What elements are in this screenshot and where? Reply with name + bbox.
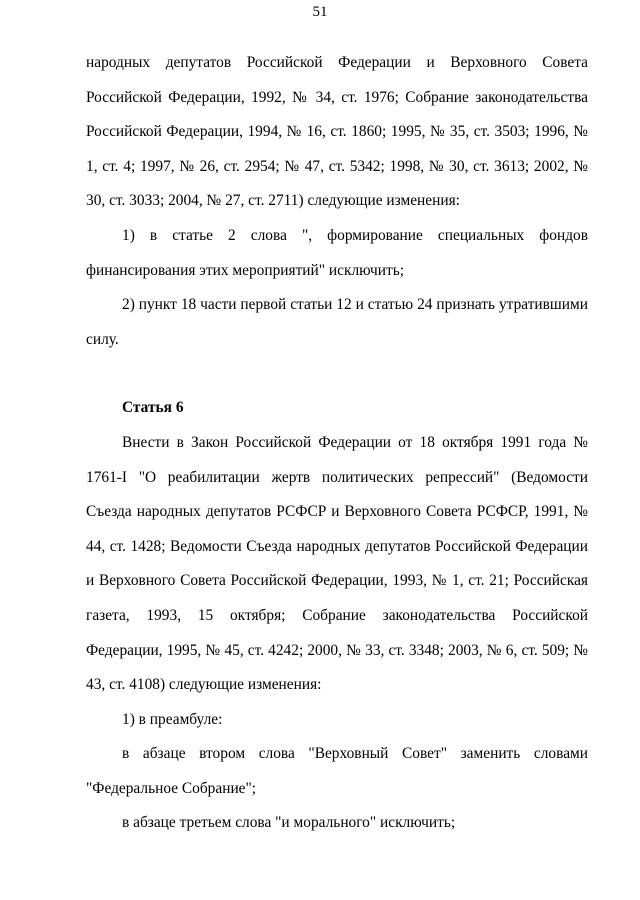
paragraph-second-abzac: в абзаце втором слова "Верховный Совет" заменить словами "Федеральное Собрание"; [86,745,588,797]
paragraph-item-1: 1) в статье 2 слова ", формирование специальных фондов финансирования этих мероприятий" исключить; [86,226,588,279]
paragraph-article-6-intro: Внести в Закон Российской Федерации от 18 октября 1991 года № 1761-I "О реабилитации жертв политических репрессий" (Ведомости Съезда народных депутатов РСФСР и Верховного Совета РСФСР, 1991, № 44, ст. 1428; Ведомости Съезда народных депутатов Российской Федерации и Верховного Совета Российской Федерации, 1993, № 1, ст. 21; Российская газета, 1993, 15 октября; Собрание законодательства Российской Федерации, 1995, № 45, ст. 4242; 2000, № 33, ст. 3348; 2003, № 6, ст. 509; № 43, ст. 4108) следующие изменения: [86,433,588,694]
paragraph-continued-citation: народных депутатов Российской Федерации и Верховного Совета Российской Федерации, 1992, № 34, ст. 1976; Собрание законодательства Российской Федерации, 1994, № 16, ст. 1860; 1995, № 35, ст. 3503; 1996, № 1, ст. 4; 1997, № 26, ст. 2954; № 47, ст. 5342; 1998, № 30, ст. 3613; 2002, № 30, ст. 3033; 2004, № 27, ст. 2711) следующие изменения: [86,54,588,210]
document-body [86,46,588,841]
page-number: 51 [312,4,328,20]
paragraph-preamble-item: 1) в преамбуле: [122,710,223,728]
paragraph-third-abzac: в абзаце третьем слова "и морального" исключить; [122,814,456,832]
paragraph-item-2: 2) пункт 18 части первой статьи 12 и статью 24 признать утратившими силу. [86,296,588,348]
article-heading: Статья 6 [122,399,184,417]
